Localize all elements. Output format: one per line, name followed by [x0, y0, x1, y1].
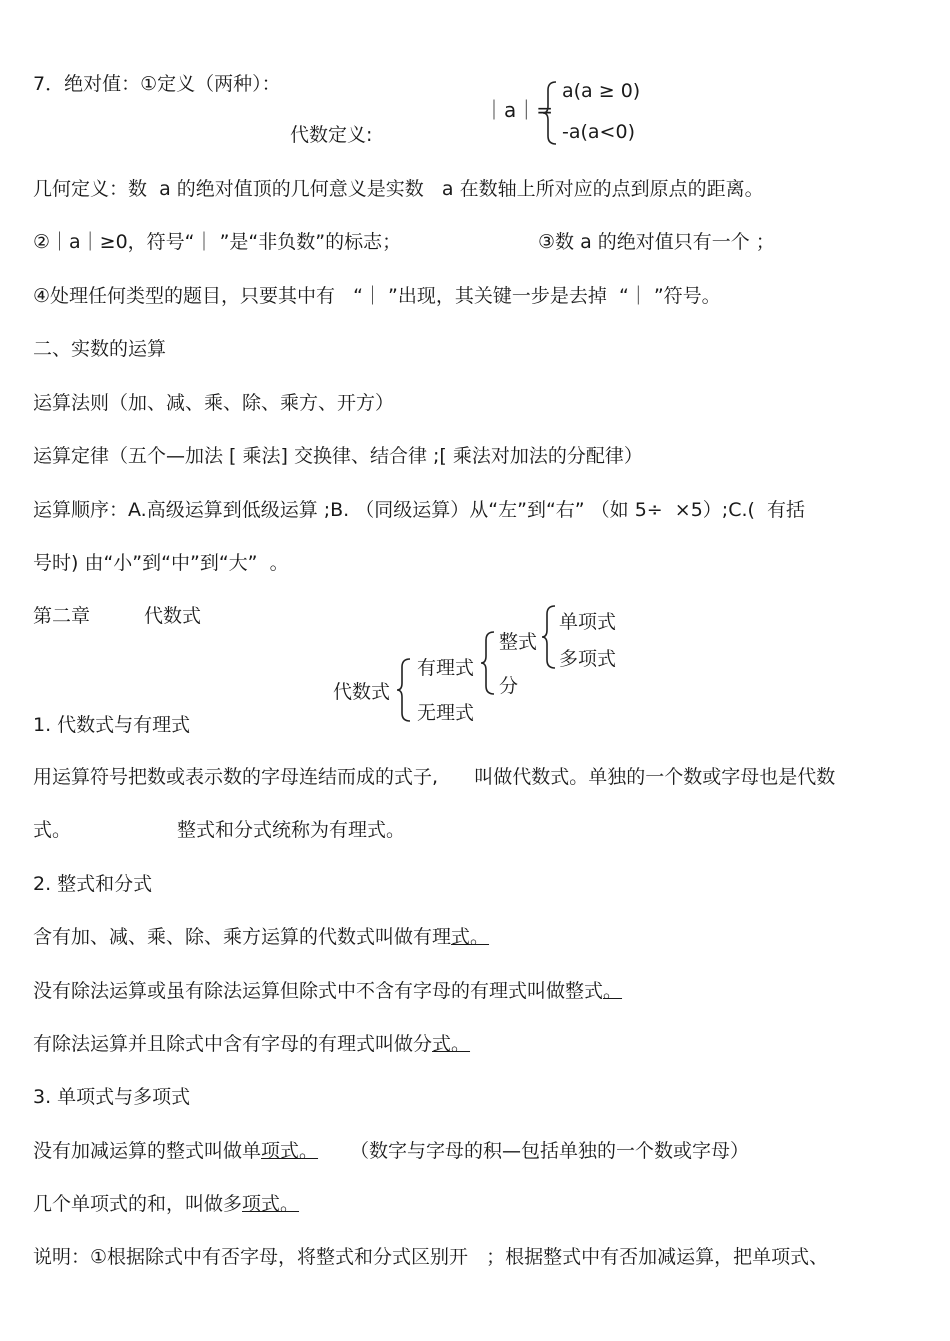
algebraic-definition-label: 代数定义: [290, 124, 373, 146]
rational-definition [33, 925, 523, 949]
monomial-definition-text: 没有加减运算的整式叫做单 [33, 1140, 262, 1162]
section-real-operations: 二、实数的运算 [33, 338, 167, 360]
monomial-definition [33, 1139, 749, 1163]
rational-definition-text: 含有加、减、乘、除、乘方运算的代数式叫做有理 [33, 926, 452, 948]
abs-unique-note: ③数 a 的绝对值只有一个 ； [538, 231, 775, 253]
abs-value-lhs: ｜a｜= [484, 98, 554, 122]
explanation-note: 说明：①根据除式中有否字母，将整式和分式区别开 ；根据整式中有否加减运算，把单项式、 [33, 1246, 829, 1268]
section-3-heading: 3. 单项式与多项式 [33, 1086, 191, 1108]
section-2-heading: 2. 整式和分式 [33, 873, 153, 895]
abs-nonnegative-note: ②｜a｜≥0，符号“｜ ”是“非负数”的标志； [33, 231, 402, 253]
integral-definition [33, 979, 656, 1003]
tree-monomial: 单项式 [559, 611, 617, 633]
integral-definition-blank: 。 [603, 980, 623, 1002]
section-1-heading: 1. 代数式与有理式 [33, 714, 191, 736]
geometric-definition: 几何定义：数 a 的绝对值顶的几何意义是实数 a 在数轴上所对应的点到原点的距离。 [33, 178, 764, 200]
abs-case-nonnegative: a(a ≥ 0) [562, 80, 641, 102]
tree-brace-rational [480, 630, 496, 696]
section-1-para-line2a: 式。 [33, 819, 72, 841]
section-1-para-line2b: 整式和分式统称为有理式。 [177, 819, 406, 841]
monomial-note: （数字与字母的积—包括单独的一个数或字母） [350, 1140, 750, 1162]
polynomial-definition-blank: 项式。 [242, 1193, 300, 1215]
fraction-definition-blank: 式。 [432, 1033, 471, 1055]
polynomial-definition-text: 几个单项式的和，叫做多 [33, 1193, 243, 1215]
tree-irrational-expression: 无理式 [417, 702, 475, 724]
monomial-definition-blank: 项式。 [261, 1140, 319, 1162]
tree-brace-root [396, 657, 412, 723]
chapter-number: 第二章 [33, 605, 91, 627]
tree-fractional-expression: 分 [499, 675, 519, 697]
fraction-definition-text: 有除法运算并且除式中含有字母的有理式叫做分 [33, 1033, 433, 1055]
operation-laws: 运算定律（五个—加法 [ 乘法] 交换律、结合律 ;[ 乘法对加法的分配律） [33, 445, 643, 467]
item-7-heading: 7．绝对值：①定义（两种）： [33, 73, 281, 95]
tree-integral-expression: 整式 [499, 631, 538, 653]
integral-definition-text: 没有除法运算或虽有除法运算但除式中不含有字母的有理式叫做整式 [33, 980, 604, 1002]
chapter-title: 代数式 [144, 605, 202, 627]
fraction-definition [33, 1032, 504, 1056]
operation-order-line1: 运算顺序：A.高级运算到低级运算 ;B. （同级运算）从“左”到“右” （如 5÷ ×5）;C.( 有括 [33, 499, 806, 521]
tree-rational-expression: 有理式 [417, 657, 475, 679]
operation-order-line2: 号时) 由“小”到“中”到“大” 。 [33, 552, 289, 574]
abs-case-negative: -a(a<0) [562, 121, 635, 143]
section-1-para-line1: 用运算符号把数或表示数的字母连结而成的式子, 叫做代数式。单独的一个数或字母也是代数 [33, 766, 836, 788]
operation-rules: 运算法则（加、减、乘、除、乘方、开方） [33, 392, 395, 414]
polynomial-definition [33, 1192, 319, 1216]
tree-root-algebraic-expression: 代数式 [333, 681, 391, 703]
abs-value-brace [542, 80, 558, 146]
tree-brace-integral [541, 604, 557, 670]
tree-polynomial: 多项式 [559, 648, 617, 670]
abs-remove-note: ④处理任何类型的题目，只要其中有 “｜ ”出现，其关键一步是去掉 “｜ ”符号。 [33, 285, 721, 307]
rational-definition-blank: 式。 [451, 926, 490, 948]
